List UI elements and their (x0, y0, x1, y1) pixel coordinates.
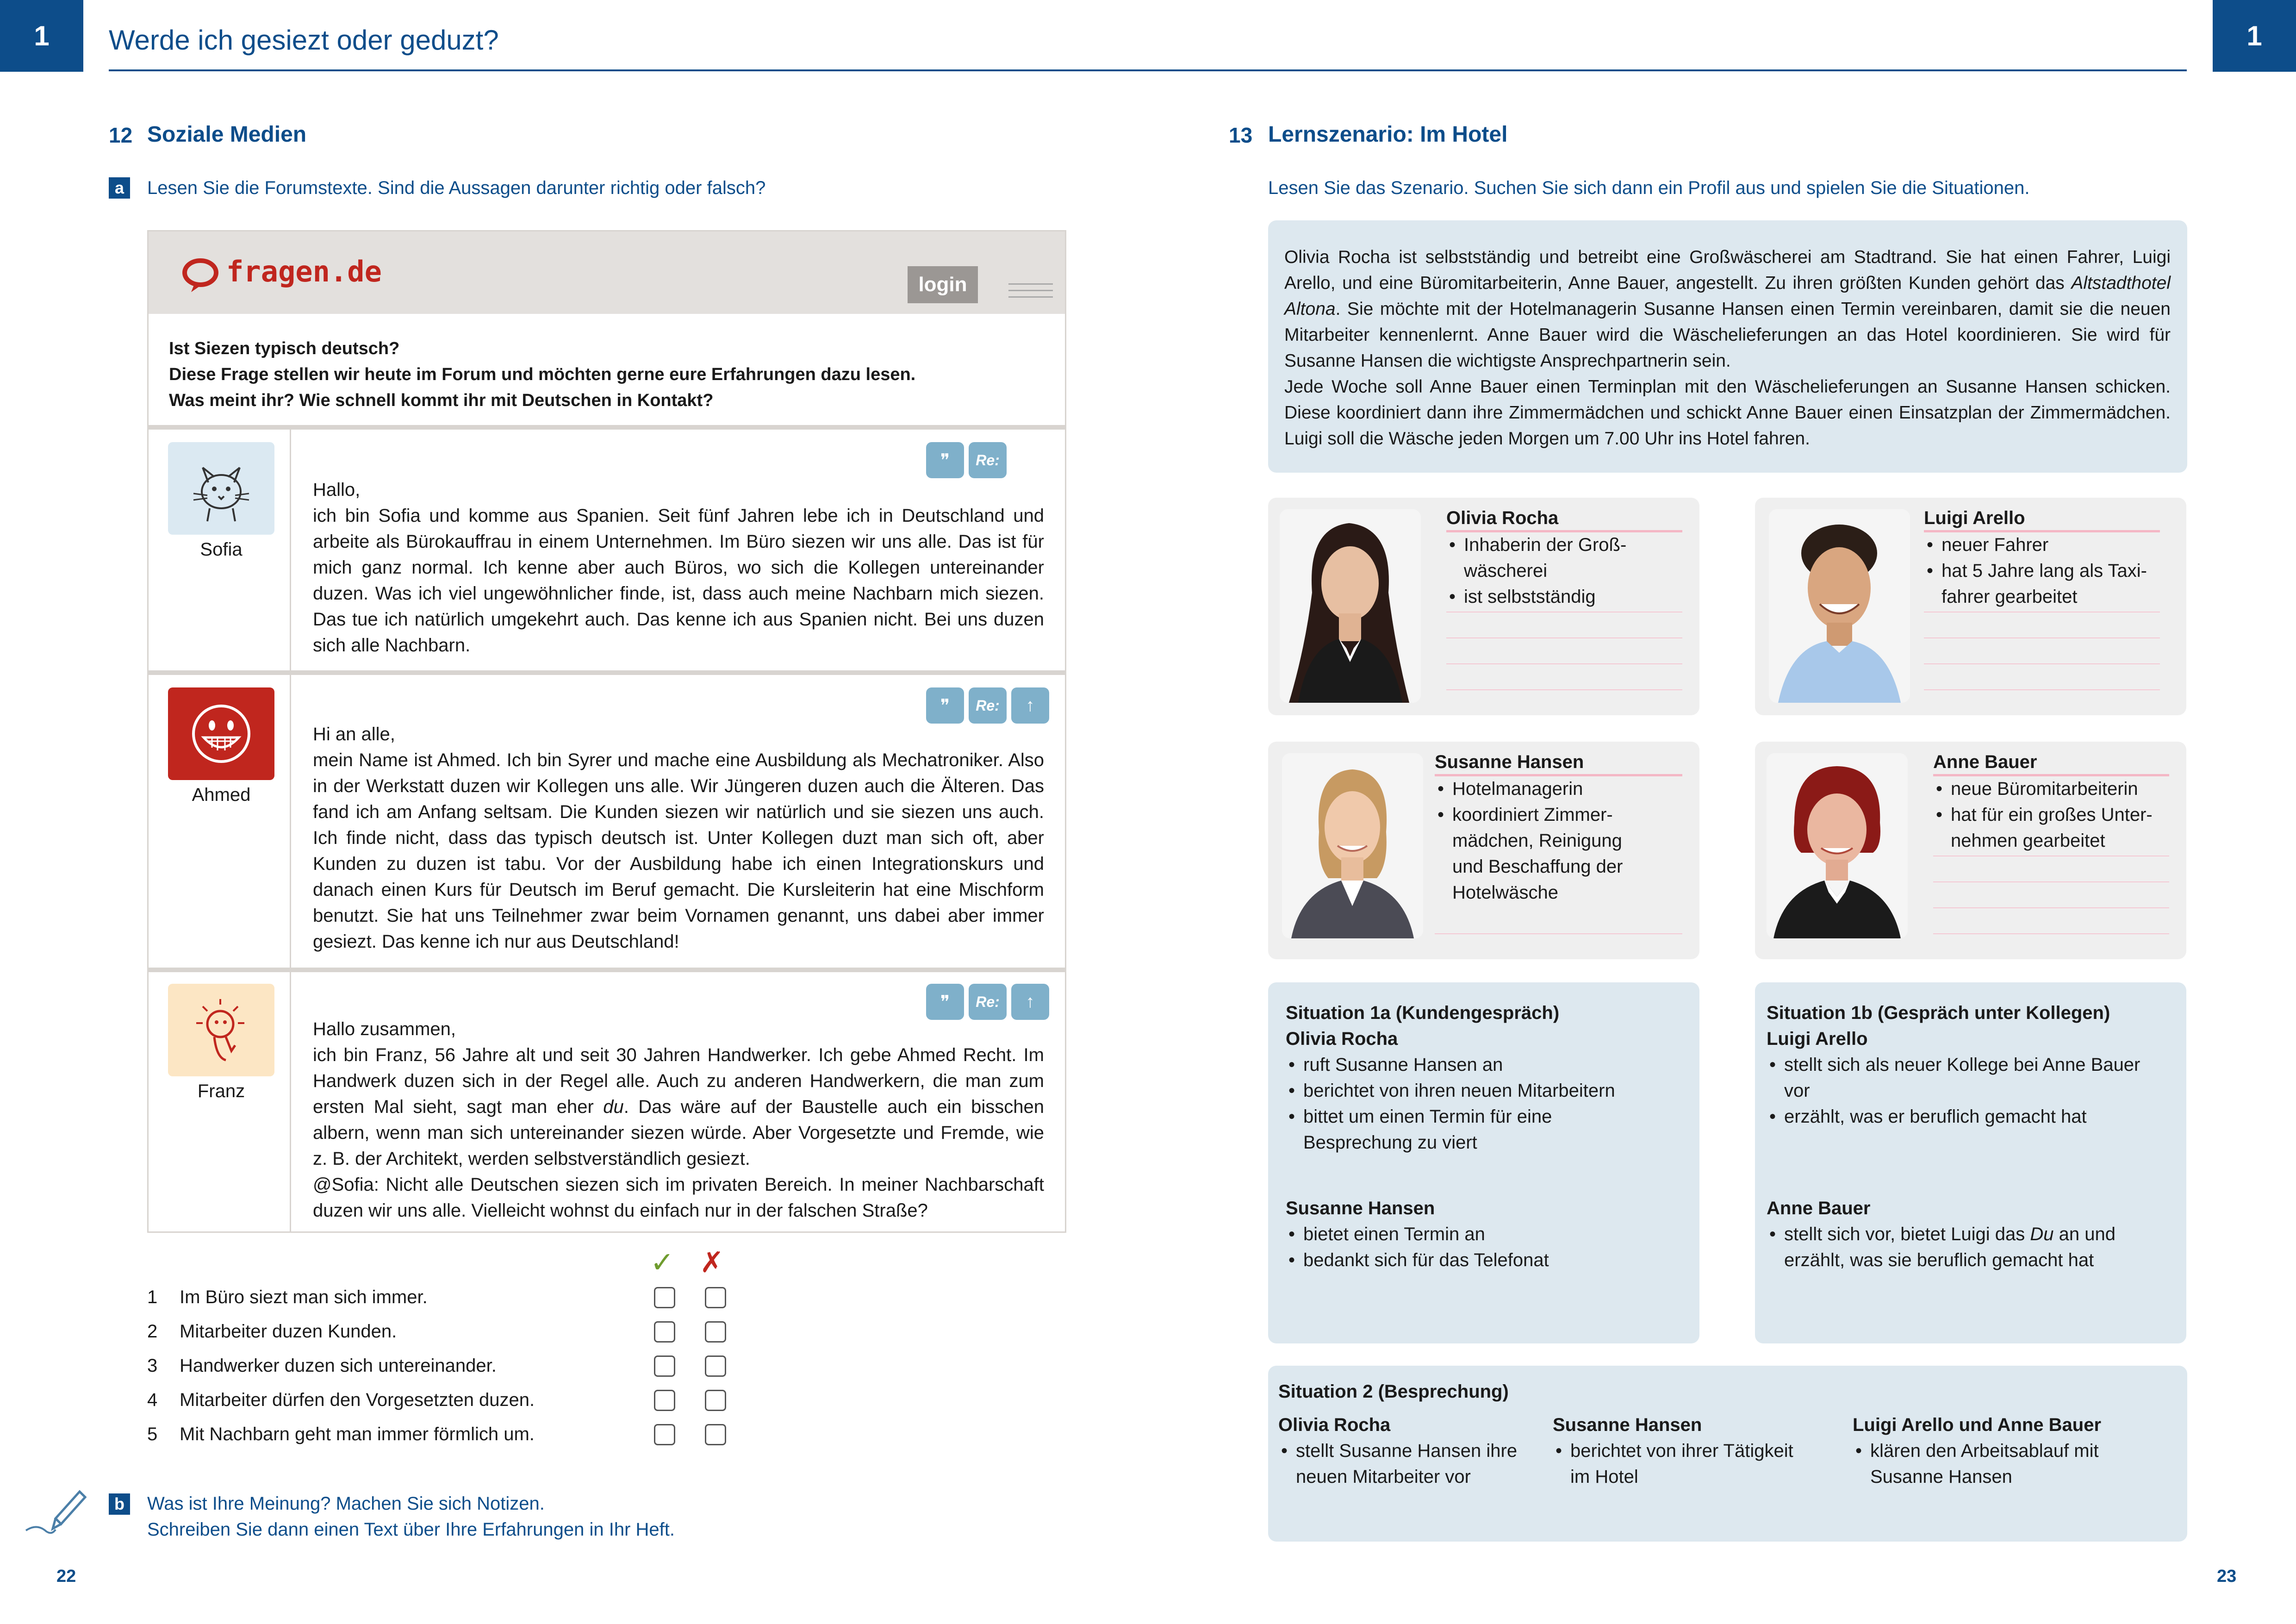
statement-row: 5 (147, 1424, 158, 1444)
statement-text: Mitarbeiter duzen Kunden. (180, 1321, 397, 1342)
role-tasks (1286, 1052, 1688, 1156)
scenario-text-part1: Olivia Rocha ist selbstständig und betreibt eine Großwäscherei am Stadtrand. Sie hat einen Fahrer, Luigi Arello, und eine Büromitarbeiterin, Anne Bauer, angestellt. Zu ihren größten Kunden gehört das (1284, 247, 2171, 293)
task-b-line-1: Was ist Ihre Meinung? Machen Sie sich Notizen. (147, 1493, 545, 1514)
reply-icon: Re: (976, 451, 1000, 468)
role-tasks (1286, 1221, 1688, 1273)
post-separator (149, 425, 1065, 430)
role-task: • stellt Susanne Hansen ihre neuen Mitarbeiter vor (1278, 1438, 1537, 1490)
profile-ruled-line (1924, 689, 2160, 690)
scenario-text (1284, 244, 2171, 452)
scenario-text-italic: Altstadthotel Altona (1284, 273, 2171, 319)
task-b-line-2: Schreiben Sie dann einen Text über Ihre Erfahrungen in Ihr Heft. (147, 1519, 675, 1540)
role-task-part2: an und erzählt, was sie beruflich gemacht hat (1784, 1224, 2116, 1270)
quote-button[interactable] (926, 687, 964, 724)
profile-name: Anne Bauer (1933, 752, 2037, 772)
task-a-instruction: Lesen Sie die Forumstexte. Sind die Aussagen darunter richtig oder falsch? (147, 178, 766, 198)
check-icon: ✓ (650, 1247, 674, 1279)
role-task-part1: stellt sich vor, bietet Luigi das (1784, 1224, 2030, 1244)
login-button[interactable]: login (908, 266, 978, 303)
statement-row: 2 (147, 1321, 158, 1342)
cross-icon: ✗ (700, 1247, 724, 1279)
situation-title: Situation 2 (Besprechung) (1278, 1381, 1509, 1402)
section-title-hotel: Lernszenario: Im Hotel (1268, 122, 1508, 147)
header-rule (109, 69, 2187, 71)
page-number-left: 22 (56, 1567, 76, 1586)
pencil-icon (23, 1486, 88, 1537)
statement-row: 1 (147, 1287, 158, 1307)
situation-2-box (1268, 1366, 2187, 1542)
role-task: • erzählt, was er beruflich gemacht hat (1767, 1104, 2174, 1130)
role-name: Anne Bauer (1767, 1198, 1871, 1218)
profile-name: Luigi Arello (1924, 508, 2025, 528)
role-tasks (1853, 1438, 2167, 1490)
profile-card-luigi[interactable] (1755, 498, 2186, 715)
role-task: • bittet um einen Termin für eine Besprechung zu viert (1286, 1104, 1688, 1156)
role-name: Susanne Hansen (1553, 1415, 1702, 1435)
statement-row: 4 (147, 1390, 158, 1410)
role-name: Olivia Rocha (1286, 1029, 1398, 1049)
avatar-franz (168, 984, 274, 1076)
role-task: • berichtet von ihrer Tätigkeit im Hotel (1553, 1438, 1830, 1490)
statement-text: Im Büro siezt man sich immer. (180, 1287, 428, 1307)
reply-button[interactable] (969, 442, 1007, 478)
profile-items (1924, 532, 2160, 610)
reply-icon: Re: (976, 993, 1000, 1010)
post-column-divider (290, 430, 291, 1231)
scenario-box (1268, 220, 2187, 473)
speech-bubble-icon (181, 257, 223, 294)
checkbox-false-1[interactable] (705, 1287, 726, 1308)
quote-button[interactable] (926, 442, 964, 478)
section-title-social-media: Soziale Medien (147, 122, 307, 147)
profile-card-susanne[interactable] (1268, 742, 1699, 959)
checkbox-false-5[interactable] (705, 1424, 726, 1445)
role-name: Susanne Hansen (1286, 1198, 1435, 1218)
avatar-sofia (168, 442, 274, 535)
situation-title: Situation 1b (Gespräch unter Kollegen) (1767, 1003, 2110, 1023)
profile-ruled-line (1446, 637, 1682, 638)
role-name: Luigi Arello und Anne Bauer (1853, 1415, 2102, 1435)
forum-question (169, 336, 1048, 413)
task-b-instruction (147, 1491, 675, 1543)
profile-ruled-line (1446, 689, 1682, 690)
profile-ruled-line (1933, 881, 2169, 882)
chapter-badge-left: 1 (0, 0, 83, 72)
forum-header (149, 231, 1065, 314)
avatar-ahmed (168, 687, 274, 780)
question-line-1: Ist Siezen typisch deutsch? (169, 339, 400, 358)
question-line-2: Diese Frage stellen wir heute im Forum und möchten gerne eure Erfahrungen dazu lesen. (169, 365, 916, 384)
role-task: • ruft Susanne Hansen an (1286, 1052, 1688, 1078)
role-name: Luigi Arello (1767, 1029, 1868, 1049)
task-13-instruction: Lesen Sie das Szenario. Suchen Sie sich dann ein Profil aus und spielen Sie die Situationen. (1268, 178, 2030, 198)
checkbox-true-4[interactable] (654, 1390, 675, 1411)
profile-item: • hat 5 Jahre lang als Taxi- fahrer gearbeitet (1924, 558, 2160, 610)
post-text-franz-part1: Hallo zusammen, ich bin Franz, 56 Jahre alt und seit 30 Jahren Handwerker. Ich gebe Ahmed Recht. Im Handwerk duzen sich in der Regel alle. Auch zu anderen Handwerkern, die man zum ersten Mal sieht, sagt man eher (313, 1019, 1044, 1117)
profile-item: • Hotelmanagerin (1435, 776, 1682, 802)
portrait-icon (1282, 753, 1423, 938)
statement-text: Mit Nachbarn geht man immer förmlich um. (180, 1424, 535, 1444)
profile-item: • ist selbstständig (1446, 584, 1682, 610)
profile-item: • hat für ein großes Unter- nehmen gearbeitet (1933, 802, 2169, 854)
username-sofia: Sofia (200, 539, 243, 560)
profile-items (1446, 532, 1682, 610)
profile-ruled-line (1924, 637, 2160, 638)
profile-ruled-line (1435, 933, 1682, 934)
role-tasks (1278, 1438, 1537, 1490)
portrait-icon (1767, 753, 1908, 938)
post-text-franz (313, 1016, 1044, 1224)
photo-anne (1767, 753, 1908, 938)
profile-items (1435, 776, 1682, 906)
grin-avatar-icon (189, 701, 254, 766)
profile-card-anne[interactable] (1755, 742, 2186, 959)
forum-panel (147, 230, 1066, 1233)
profile-item: • koordiniert Zimmer- mädchen, Reinigung und Beschaffung der Hotelwäsche (1435, 802, 1682, 906)
quote-icon: ❞ (940, 992, 950, 1012)
situation-1b-box (1755, 982, 2186, 1343)
quote-icon: ❞ (940, 450, 950, 470)
post-separator (149, 670, 1065, 675)
portrait-icon (1769, 509, 1910, 703)
photo-olivia (1280, 509, 1421, 703)
page-number-right: 23 (2217, 1567, 2237, 1586)
task-letter-b: b (109, 1493, 130, 1515)
idea-avatar-icon (189, 995, 254, 1065)
statement-text: Handwerker duzen sich untereinander. (180, 1355, 497, 1376)
role-task-italic: Du (2030, 1224, 2054, 1244)
role-tasks (1767, 1221, 2174, 1273)
checkbox-false-4[interactable] (705, 1390, 726, 1411)
reply-button[interactable] (969, 687, 1007, 724)
role-task: • bedankt sich für das Telefonat (1286, 1247, 1688, 1273)
profile-ruled-line (1933, 933, 2169, 934)
role-tasks (1553, 1438, 1830, 1490)
forum-logo[interactable]: fragen.de (226, 255, 382, 288)
post-text-sofia: Hallo, ich bin Sofia und komme aus Spanien. Seit fünf Jahren lebe ich in Deutschland und arbeite als Bürokauffrau in einem Unternehmen. Im Büro siezen wir uns alle. Das ist für mich ganz normal. Ich kenne aber auch Büros, wo sich die Kollegen untereinander duzen. Was ich viel ungewöhnlicher finde, ist, dass auch meine Nachbarn mich siezen. Das tue ich natürlich umgekehrt auch. Das kenne ich aus Spanien nicht. Bei uns duzen sich alle Nachbarn. (313, 480, 1044, 656)
checkbox-true-2[interactable] (654, 1321, 675, 1343)
chapter-title: Werde ich gesiezt oder geduzt? (109, 25, 499, 56)
role-task (1767, 1221, 2174, 1273)
up-button[interactable] (1011, 687, 1049, 724)
section-number-12: 12 (109, 123, 133, 147)
reply-icon: Re: (976, 697, 1000, 714)
photo-luigi (1769, 509, 1910, 703)
post-text-franz-part2: . Das wäre auf der Baustelle auch ein bisschen albern, wenn man sich untereinander siezen würde. Aber Vorgesetzte und Fremde, wie z. B. der Architekt, werden selbstverständlich gesiezt. @Sofia: Nicht alle Deutschen siezen sich im privaten Bereich. In meiner Nachbarschaft duzen wir uns alle. Vielleicht wohnst du einfach nur in der falschen Straße? (313, 1097, 1044, 1221)
post-separator (149, 968, 1065, 972)
profile-items (1933, 776, 2169, 854)
role-task: • klären den Arbeitsablauf mit Susanne Hansen (1853, 1438, 2167, 1490)
quote-icon: ❞ (940, 696, 950, 716)
profile-card-olivia[interactable] (1268, 498, 1699, 715)
up-button[interactable] (1011, 984, 1049, 1020)
role-task: • stellt sich als neuer Kollege bei Anne Bauer vor (1767, 1052, 2174, 1104)
post-text-ahmed: Hi an alle, mein Name ist Ahmed. Ich bin Syrer und mache eine Ausbildung als Mechatroniker. Also in der Werkstatt duzen wir Kollegen uns alle. Wir Jüngeren duzen auch die Älteren. Das fand ich am Anfang seltsam. Die Kunden siezen wir natürlich und sie siezen uns auch. Ich finde nicht, dass das typisch deutsch ist. Unter Kollegen duzt man sich oft, aber Kunden zu duzen ist tabu. Vor der Ausbildung habe ich einen Integrationskurs und danach einen Kurs für Deutsch im Beruf gemacht. Die Kursleiterin hat eine Mischform benutzt. Sie hat uns Teilnehmer zwar beim Vornamen genannt, uns dabei aber immer gesiezt. Das kenne ich nur aus Deutschland! (313, 724, 1044, 952)
checkbox-true-1[interactable] (654, 1287, 675, 1308)
task-letter-a: a (109, 177, 130, 199)
checkbox-true-3[interactable] (654, 1355, 675, 1377)
profile-item: • neue Büromitarbeiterin (1933, 776, 2169, 802)
role-task: • bietet einen Termin an (1286, 1221, 1688, 1247)
question-line-3: Was meint ihr? Wie schnell kommt ihr mit Deutschen in Kontakt? (169, 391, 714, 410)
profile-ruled-line (1446, 663, 1682, 664)
quote-button[interactable] (926, 984, 964, 1020)
checkbox-true-5[interactable] (654, 1424, 675, 1445)
situation-2-col-2 (1553, 1412, 1830, 1490)
statement-row: 3 (147, 1355, 158, 1376)
situation-2-col-3 (1853, 1412, 2167, 1490)
profile-name: Susanne Hansen (1435, 752, 1584, 772)
statement-text: Mitarbeiter dürfen den Vorgesetzten duzen. (180, 1390, 535, 1410)
checkbox-false-3[interactable] (705, 1355, 726, 1377)
up-arrow-icon: ↑ (1026, 695, 1035, 715)
photo-susanne (1282, 753, 1423, 938)
checkbox-false-2[interactable] (705, 1321, 726, 1343)
situation-title: Situation 1a (Kundengespräch) (1286, 1003, 1560, 1023)
profile-name: Olivia Rocha (1446, 508, 1559, 528)
role-name: Olivia Rocha (1278, 1415, 1391, 1435)
situation-1a-box (1268, 982, 1699, 1343)
username-franz: Franz (197, 1081, 245, 1101)
username-ahmed: Ahmed (192, 785, 251, 805)
profile-ruled-line (1933, 907, 2169, 908)
role-task: • berichtet von ihren neuen Mitarbeitern (1286, 1078, 1688, 1104)
cat-avatar-icon (189, 454, 254, 523)
profile-ruled-line (1924, 663, 2160, 664)
profile-item: • Inhaberin der Groß- wäscherei (1446, 532, 1682, 584)
scenario-text-part2: . Sie möchte mit der Hotelmanagerin Susanne Hansen einen Termin vereinbaren, damit sie die neuen Mitarbeiter kennenlernt. Anne Bauer wird die Wäschelieferungen an das Hotel koordinieren. Sie wird für Susanne Hansen die wichtigste Ansprechpartnerin sein. Jede Woche soll Anne Bauer einen Terminplan mit den Wäschelieferungen an Susanne Hansen schicken. Diese koordiniert dann ihre Zimmermädchen und schickt Anne Bauer einen Einsatzplan der Zimmermädchen. Luigi soll die Wäsche jeden Morgen um 7.00 Uhr ins Hotel fahren. (1284, 299, 2171, 449)
up-arrow-icon: ↑ (1026, 992, 1035, 1012)
situation-1b-content (1767, 1000, 2174, 1273)
situation-2-col-1 (1278, 1412, 1537, 1490)
profile-item: • neuer Fahrer (1924, 532, 2160, 558)
situation-1a-content (1286, 1000, 1688, 1273)
portrait-icon (1280, 509, 1421, 703)
reply-button[interactable] (969, 984, 1007, 1020)
role-tasks (1767, 1052, 2174, 1130)
chapter-badge-right: 1 (2213, 0, 2296, 72)
section-number-13: 13 (1229, 123, 1253, 147)
post-text-franz-italic: du (603, 1097, 624, 1117)
menu-lines-icon[interactable] (1008, 281, 1053, 300)
